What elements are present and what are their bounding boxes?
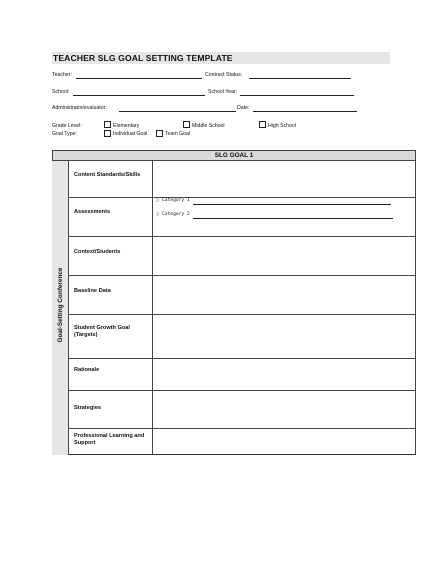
high-school-label: High School (268, 123, 296, 129)
row-label-professional-learning: Professional Learning and Support (74, 433, 145, 447)
school-year-label: School Year: (208, 89, 238, 95)
individual-goal-label: Individual Goal (113, 131, 148, 137)
school-field[interactable] (73, 95, 205, 96)
school-label: School: (52, 89, 70, 95)
row-label-student-growth-goal: Student Growth Goal (Targets) (74, 325, 130, 339)
administrator-field[interactable] (119, 111, 236, 112)
category-2-checkbox-icon[interactable]: ❑ (156, 212, 159, 217)
individual-goal-checkbox[interactable] (104, 130, 111, 137)
middle-school-label: Middle School (192, 123, 225, 129)
row-divider (69, 428, 416, 429)
administrator-label: Administrator/evaluator: (52, 105, 107, 111)
row-label-baseline-data: Baseline Data (74, 288, 111, 294)
row-divider (69, 358, 416, 359)
date-field[interactable] (253, 111, 357, 112)
elementary-label: Elementary (113, 123, 140, 129)
category-1-field[interactable] (193, 204, 391, 205)
date-label: Date: (237, 105, 250, 111)
goal-type-label: Goal Type: (52, 131, 77, 137)
category-2-field[interactable] (193, 218, 393, 219)
row-divider (69, 314, 416, 315)
row-label-assessments: Assessments (74, 209, 111, 215)
teacher-label: Teacher: (52, 72, 72, 78)
column-divider (152, 160, 153, 455)
middle-school-checkbox[interactable] (183, 121, 190, 128)
row-divider (69, 390, 416, 391)
row-label-rationale: Rationale (74, 367, 100, 373)
team-goal-checkbox[interactable] (156, 130, 163, 137)
school-year-field[interactable] (240, 95, 354, 96)
high-school-checkbox[interactable] (259, 121, 266, 128)
row-label-content-standards: Content Standards/Skills (74, 172, 141, 178)
contract-status-field[interactable] (249, 78, 351, 79)
grade-level-label: Grade Level: (52, 123, 82, 129)
side-label: Goal-Setting Conference (57, 267, 64, 343)
row-label-strategies: Strategies (74, 405, 102, 411)
row-divider (69, 275, 416, 276)
row-label-context-students: Context/Students (74, 249, 121, 255)
row-divider (69, 236, 416, 237)
category-1-label: Category 1 (162, 198, 190, 203)
category-2-label: Category 2 (162, 212, 190, 217)
elementary-checkbox[interactable] (104, 121, 111, 128)
page-title: TEACHER SLG GOAL SETTING TEMPLATE (53, 53, 233, 63)
teacher-field[interactable] (76, 78, 202, 79)
header-divider (52, 160, 416, 161)
category-1-checkbox-icon[interactable]: ❑ (156, 198, 159, 203)
row-divider (69, 197, 416, 198)
section-title: SLG GOAL 1 (214, 152, 254, 159)
contract-status-label: Contract Status: (205, 72, 243, 78)
team-goal-label: Team Goal (165, 131, 191, 137)
